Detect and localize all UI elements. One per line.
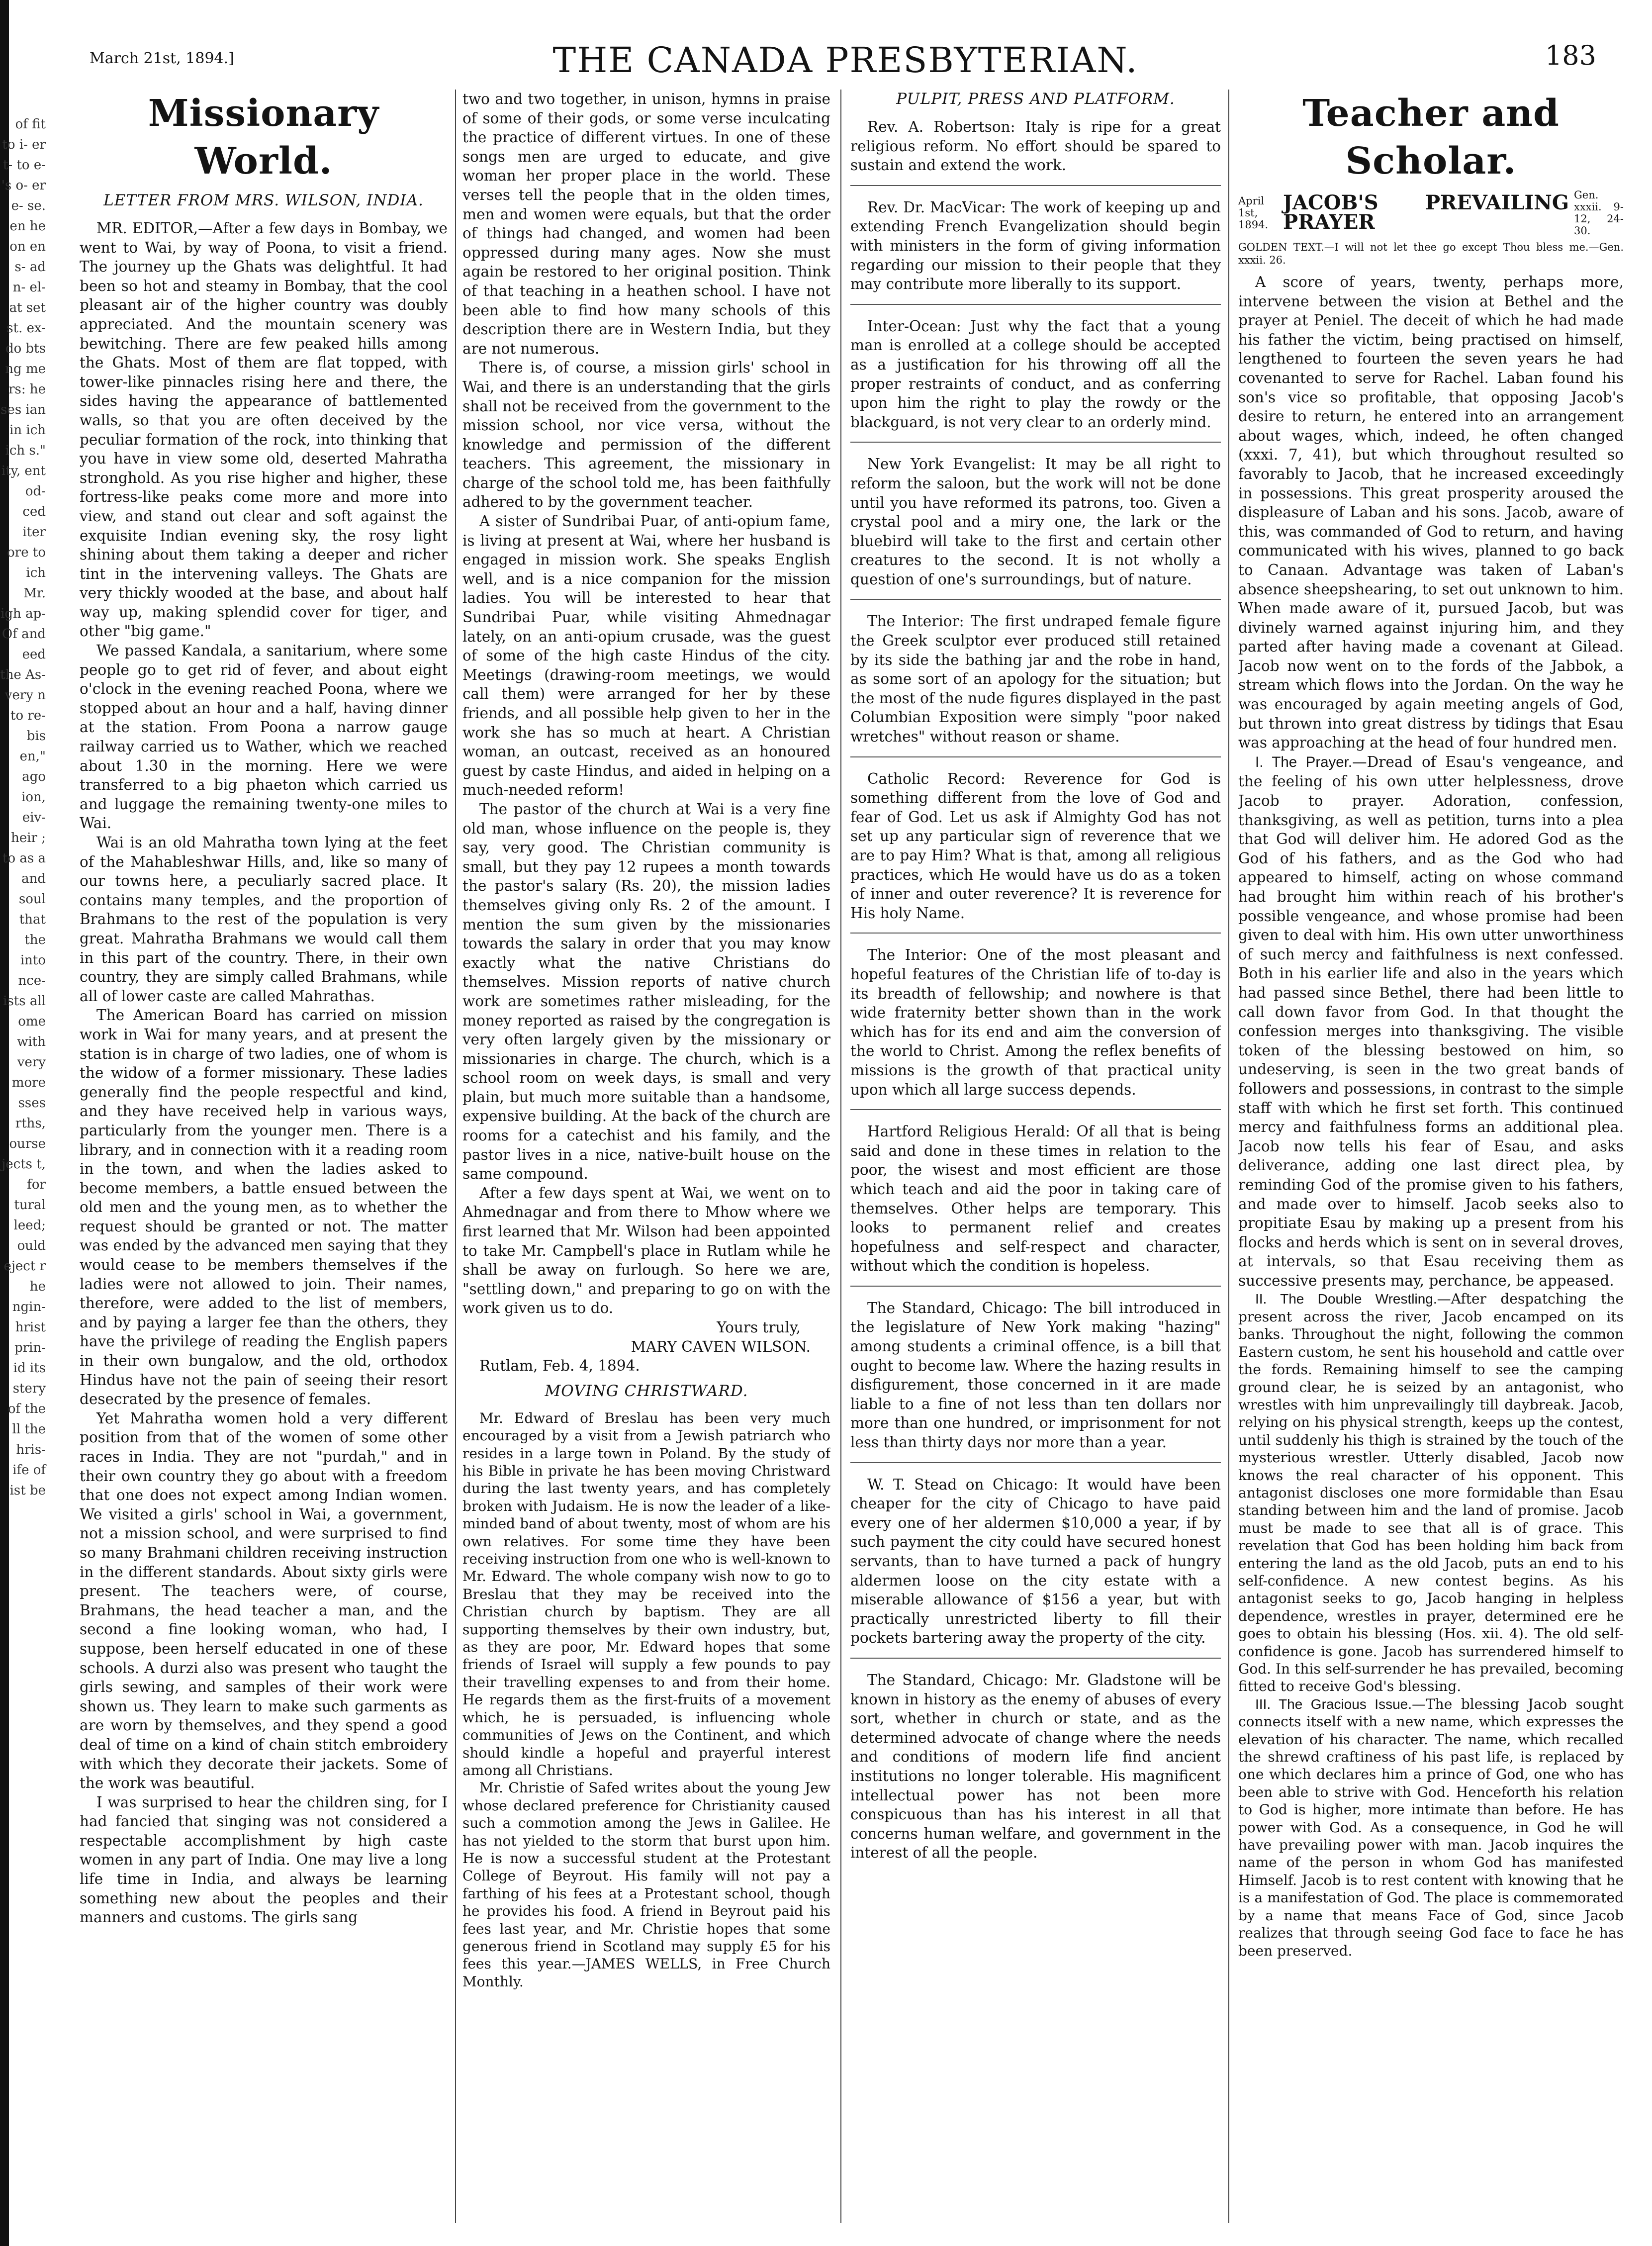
quote-item [850,612,1221,757]
letter-dateline: Rutlam, Feb. 4, 1894. [479,1357,640,1375]
column-rule [455,90,456,2223]
paragraph: two and two together, in unison, hymns in praise of some of their gods, or some verse inculcating the practice of different virtues. In one of these songs men are urged to educate, and give woman her proper place in the world. These verses tell the people that in the olden times, men and women were equals, but that the order of things had changed, and women had been oppressed during many ages. Now she must again be restored to her original position. Think of that teaching in a heathen school. I have not been able to find how many schools of this description there are in Western India, but they are not numerous. [462,91,830,357]
paragraph: MR. EDITOR,—After a few days in Bombay, we went to Wai, by way of Poona, to visit a friend. The journey up the Ghats was delightful. It had been so hot and steamy in Bombay, that the cool pleasant air of the higher country was doubly appreciated. And the mountain scenery was bewitching. There are few peaked hills among the Ghats. Most of them are flat topped, with tower-like pinnacles rising here and there, the sides having the appearance of battlemented walls, so that you are often deceived by the peculiar formation of the rock, into thinking that you have in view some old, deserted Mahratha stronghold. As you rise higher and higher, these fortress-like peaks come more and more into view, and stand out clear and soft against the exquisite Indian evening sky, the rosy light shining about them taking a deeper and richer tint in the intervening valleys. The Ghats are very thickly wooded at the base, and about half way up, making splendid cover for tiger, and other "big game." [80,220,448,640]
section-heading: III. The Gracious Issue. [1255,1696,1412,1712]
letter-closing: Yours truly, [717,1319,801,1336]
paragraph: A score of years, twenty, perhaps more, intervene between the vision at Bethel and the prayer at Peniel. The deceit of which he had made his father the victim, being practised on himself, lengthened to fourteen the seven years he had covenanted to serve for Rachel. Laban found his son's vice so profitable, that opposing Jacob's desire to return, he entered into an arrangement about wages, which, indeed, he often changed (xxxi. 7, 41), but which throughout resulted so favorably to Jacob, that he increased exceedingly in possessions. This great prosperity aroused the displeasure of Laban and his sons. Jacob, aware of this, was commanded of God to return, and having communicated with his wives, planned to go back to Canaan. Advantage was taken of Laban's absence sheepshearing, to set out unknown to him. When made aware of it, pursued Jacob, but was divinely warned against injuring him, and they parted after having made a covenant at Gilead. Jacob now went on to the fords of the Jabbok, a stream which flows into the Jordan. On the way he was encouraged by again meeting angels of God, but thrown into great distress by tidings that Esau was approaching at the head of four hundred men. [1238,274,1624,751]
quote-item [850,198,1221,305]
lesson-section-1 [1238,752,1624,1291]
column-pulpit-press [850,90,1221,2228]
section-text: —The blessing Jacob sought connects itself with a new name, which expresses the elevation of his character. The name, which recalled the shrewd craftiness of his past life, is replaced by one which declares him a prince of God, one who has been able to strive with God. Henceforth his relation to God is higher, more intimate than before. He has power with God. As a consequence, in God he will have prevailing power with man. Jacob inquires the name of the person in whom God has manifested Himself. Jacob is to rest content with knowing that he is a manifestation of God. The place is commemorated by a name that means Face of God, since Jacob realizes that through seeing God face to face he has been preserved. [1238,1695,1624,1959]
paragraph: I was surprised to hear the children sing, for I had fancied that singing was not considered a respectable accomplishment by high caste women in any part of India. One may live a long life time in India, and always be learning something new about the peoples and their manners and customs. The girls sang [80,1793,448,1926]
column-letter-continued [462,90,830,2228]
section-heading: II. The Double Wrestling. [1255,1291,1437,1307]
article-subhead: MOVING CHRISTWARD. [545,1382,748,1400]
lesson-section-2 [1238,1290,1624,1695]
letter-signature: MARY CAVEN WILSON. [631,1338,811,1355]
section-text: —After despatching the present across the river, Jacob encamped on its banks. Throughout the night, following the common Eastern custom, he sent his household and cattle over the fords. Remaining himself to see the camping ground clear, he is seized by an antagonist, who wrestles with him unprevailingly till daybreak. Jacob, relying on his physical strength, keeps up the contest, until suddenly his thigh is strained by the touch of the mysterious wrestler. Utterly disabled, Jacob now knows the real character of his opponent. This antagonist discloses one more formidable than Esau standing between him and the land of promise. Jacob must be made to see that all is of grace. This revelation that God has been holding him back from entering the land as the old Jacob, puts an end to his self-confidence. A new contest begins. As his antagonist seeks to go, Jacob hanging in helpless dependence, wrestles in prayer, determined ere he goes to obtain his blessing (Hos. xii. 4). The old self-confidence is gone. Jacob has surrendered himself to God. In this self-surrender he has prevailed, becoming fitted to receive God's blessing. [1238,1291,1624,1695]
quote-text: Hartford Religious Herald: Of all that is being said and done in these times in relation to the poor, the wisest and most efficient are those which teach and aid the poor in taking care of themselves. Other helps are temporary. This looks to permanent relief and creates hopefulness and self-respect and character, without which the condition is hopeless. [850,1123,1221,1275]
paragraph: The pastor of the church at Wai is a very fine old man, whose influence on the people is, they say, very good. The Christian community is small, but they pay 12 rupees a month towards the pastor's salary (Rs. 20), the mission ladies themselves giving only Rs. 2 of the amount. I mention the sum given by the missionaries towards the salary in order that you may know exactly what the native Christians do themselves. Mission reports of native church work are sometimes rather misleading, for the money reported as raised by the congregation is very often largely given by the missionary or missionaries in charge. The church, which is a school room on week days, is small and very plain, but much more suitable than a handsome, expensive building. At the back of the church are rooms for a catechist and his family, and the pastor lives in a nice, native-built house on the same compound. [462,800,830,1183]
article-subhead: LETTER FROM MRS. WILSON, INDIA. [103,191,424,209]
column-rule [840,90,841,2223]
paragraph: The American Board has carried on mission work in Wai for many years, and at present the station is in charge of two ladies, one of whom is the widow of a former missionary. These ladies generally find the people respectful and kind, and they have received help in various ways, particularly from the younger men. There is a library, and in connection with it a reading room in the town, and when the ladies asked to become members, a battle ensued between the old men and the young men, as to whether the request should be granted or not. The matter was ended by the advanced men saying that they would cease to be members themselves if the ladies were not allowed to join. Their names, therefore, were added to the list of members, and by paying a larger fee than the others, they have the privilege of reading the English papers in their own bungalow, and the old, orthodox Hindus have not the pain of seeing their resort desecrated by the presence of females. [80,1007,448,1408]
lesson-reference: Gen. xxxii. 9-12, 24-30. [1574,189,1624,237]
section-title: PULPIT, PRESS AND PLATFORM. [896,90,1175,108]
quote-text: New York Evangelist: It may be all right to reform the saloon, but the work will not be done until you have reformed its patrons, too. Given a crystal pool and a miry one, the lark or the bluebird will take to the first and certain other creatures to the second. It is not wholly a question of one's surroundings, but of nature. [850,456,1221,588]
quote-item [850,117,1221,186]
lesson-section-3 [1238,1695,1624,1960]
section-heading: I. The Prayer. [1255,753,1353,770]
paragraph: A sister of Sundribai Puar, of anti-opium fame, is living at present at Wai, where her husband is engaged in mission work. She speaks English well, and is a nice companion for the mission ladies. You will be interested to hear that Sundribai Puar, while visiting Ahmednagar lately, on an anti-opium crusade, was the guest of some of the high caste Hindus of the city. Meetings (drawing-room meetings, we would call them) were arranged for her by these friends, and all possible help given to her in the work she has so much at heart. A Christian woman, an outcast, received as an honoured guest by caste Hindus, and aided in helping on a much-needed reform! [462,513,830,799]
quote-item [850,1299,1221,1463]
quote-item [850,1671,1221,1872]
section-title: Missionary World. [148,92,379,183]
quote-text: Catholic Record: Reverence for God is something different from the love of God and fear of God. Let us ask if Almighty God has not set up any particular sign of reverence that we are to pay Him? What is that, among all religious practices, which He would have us do as a token of inner and outer reverence? It is reverence for His holy Name. [850,770,1221,922]
quote-text: The Standard, Chicago: Mr. Gladstone will be known in history as the enemy of abuses of every sort, whether in church or state, and as the determined advocate of change where the needs and conditions of modern life find ancient institutions no longer tolerable. His magnificent intellectual power has not been more conspicuous than has his interest in all that concerns human welfare, and government in the interest of all the people. [850,1671,1221,1862]
column-teacher-scholar [1238,90,1624,2228]
quote-text: Rev. Dr. MacVicar: The work of keeping up and extending French Evangelization should begin with ministers in the form of giving information regarding our mission to their people that they may contribute more liberally to its support. [850,198,1221,293]
paragraph: Yet Mahratha women hold a very different position from that of the women of some other races in India. They are not "purdah," and in their own country they go about with a freedom that one does not expect among Indian women. We visited a girls' school in Wai, a government, not a mission school, and were surprised to find so many Brahmani children receiving instruction in the different standards. About sixty girls were present. The teachers were, of course, Brahmans, the head teacher a man, and the second a fine looking woman, who had, I suppose, been herself educated in one of these schools. A durzi also was present who taught the girls sewing, and samples of their work were shown us. They learn to make such garments as are worn by themselves, and they spend a good deal of time on a kind of chain stitch embroidery with which they decorate their jackets. Some of the work was beautiful. [80,1409,448,1792]
quote-text: Rev. A. Robertson: Italy is ripe for a great religious reform. No effort should be spared to sustain and extend the work. [850,118,1221,174]
newspaper-title: THE CANADA PRESBYTERIAN. [552,40,1138,81]
issue-date: March 21st, 1894.] [90,50,234,67]
section-text: —Dread of Esau's vengeance, and the feeling of his own utter helplessness, drove Jacob to prayer. Adoration, confession, thanksgiving, as well as petition, turns into a plea that God will deliver him. He adored God as the God of his fathers, and as the God who had appeared to himself, acting on whose command had brought him within reach of his brother's possible vengeance, and whose promise had been given to deal with him. His own utter unworthiness of such mercy and faithfulness is next confessed. Both in his earlier life and also in the years which had passed since Bethel, there had been little to call down favor from God. In that thought the confession merges into thanksgiving. The visible token of the blessing bestowed on him, so undeserving, is seen in the two great bands of followers and possessions, in contrast to the simple staff with which he first set forth. This continued mercy and faithfulness forms an additional plea. Jacob now tells his fear of Esau, and asks deliverance, adding one last direct plea, by reminding God of the promise given to his fathers, and made over to himself. Jacob seeks also to propitiate Esau by making up a present from his flocks and herds which is sent on in several droves, at intervals, so that Esau receiving them as successive presents may, perchance, be appeased. [1238,753,1624,1289]
paragraph: There is, of course, a mission girls' school in Wai, and there is an understanding that the girls shall not be received from the government to the mission school, nor vice versa, without the knowledge and permission of the different teachers. This agreement, the missionary in charge of the school told me, has been faithfully adhered to by the government teacher. [462,359,830,511]
paragraph: We passed Kandala, a sanitarium, where some people go to get rid of fever, and about eight o'clock in the evening reached Poona, where we stopped about an hour and a half, having dinner at the station. From Poona a narrow gauge railway carried us to Wather, which we reached about 1.30 in the morning. Here we were transferred to a big phaeton which carried us and luggage the remaining twenty-one miles to Wai. [80,642,448,832]
quote-text: Inter-Ocean: Just why the fact that a young man is enrolled at a college should be accepted as a justification for his throwing off all the proper restraints of conduct, and as conferring upon him the right to play the rowdy or the blackguard, is not very clear to an orderly mind. [850,317,1221,431]
quote-text: The Interior: One of the most pleasant and hopeful features of the Christian life of to-day is its breadth of fellowship; and nowhere is that wide fraternity better shown than in the work which has for its end and aim the conversion of the world to Christ. Among the reflex benefits of missions is the growth of that practical unity upon which all large success depends. [850,946,1221,1098]
quote-text: The Interior: The first undraped female figure the Greek sculptor ever produced still retained by its side the bathing jar and the robe in hand, as some sort of an apology for the situation; but the most of the nude figures displayed in the past Columbian Exposition were simply "poor naked wretches" without reason or shame. [850,613,1221,746]
column-rule [1228,90,1229,2223]
quote-item [850,455,1221,600]
quote-item [850,1475,1221,1659]
lesson-header [1238,189,1624,237]
running-header [65,30,1626,81]
quote-item [850,769,1221,934]
page-number: 183 [1545,40,1596,71]
quote-item [850,1122,1221,1287]
golden-text: GOLDEN TEXT.—I will not let thee go except Thou bless me.—Gen. xxxii. 26. [1238,241,1624,266]
paragraph: After a few days spent at Wai, we went on to Ahmednagar and from there to Mhow where we first learned that Mr. Wilson had been appointed to take Mr. Campbell's place in Rutlam while he shall be away on furlough. So here we are, "settling down," and preparing to go on with the work given us to do. [462,1184,830,1317]
quote-text: W. T. Stead on Chicago: It would have been cheaper for the city of Chicago to have paid every one of her aldermen $10,000 a year, if by such payment the city could have secured honest servants, than to have turned a pack of hungry aldermen loose on the city estate with a miserable allowance of $156 a year, but with practically unrestricted liberty to fill their pockets bartering away the property of the city. [850,1476,1221,1647]
quote-text: The Standard, Chicago: The bill introduced in the legislature of New York making "hazing" among students a criminal offence, is a bill that ought to become law. Where the hazing results in disfigurement, those concerned in it are made liable to a fine of not less than ten dollars nor more than one hundred, or imprisonment for not less than thirty days nor more than a year. [850,1299,1221,1451]
lesson-title: JACOB'S PREVAILING PRAYER [1283,191,1569,234]
column-missionary-world [80,90,448,2228]
lesson-date: April 1st, 1894. [1238,195,1269,231]
paragraph: Mr. Christie of Safed writes about the young Jew whose declared preference for Christianity caused such a commotion among the Jews in Galilee. He has not yielded to the storm that burst upon him. He is now a successful student at the Protestant College of Beyrout. His family will not pay a farthing of his fees at a Protestant school, though he provides his food. A friend in Beyrout paid his fees last year, and Mr. Christie hopes that some generous friend in Scotland may supply £5 for his fees this year.—JAMES WELLS, in Free Church Monthly. [462,1779,830,1990]
adjacent-page-fragments: of fit to i- er t- to e- 's o- er e- se. en he on en s- ad n- el- at set st. ex- do bts ng me rs: he ses ian in ich ich s." ity, ent od- ced iter ore to ich Mr. igh ap- Of and eed the As- very n to re- bis en," ago ion, eiv- heir ; to as a and soul that the into nce- ists all ome with very more sses rths, ourse jects t, for tural leed; ould eject r he ngin- hrist prin- id its stery of the ll the hris- ife of ist be [0,117,46,1498]
paragraph: Wai is an old Mahratha town lying at the feet of the Mahableshwar Hills, and, like so many of our towns here, a peculiarly sacred place. It contains many temples, and the proportion of Brahmans to the rest of the population is very great. Mahratha Brahmans we would call them in this part of the country. There, in their own country, they are simply called Brahmans, while all of lower caste are called Mahrathas. [80,834,448,1005]
quote-item [850,945,1221,1110]
paragraph: Mr. Edward of Breslau has been very much encouraged by a visit from a Jewish patriarch who resides in a large town in Poland. By the study of his Bible in private he has been moving Christward during the last twenty years, and has completely broken with Judaism. He is now the leader of a like-minded band of about twenty, most of whom are his own relatives. For some time they have been receiving instruction from one who is well-known to Mr. Edward. The whole company wish now to go to Breslau that they may be received into the Christian church by baptism. They are all supporting themselves by their own industry, but, as they are poor, Mr. Edward hopes that some friends of Israel will supply a few pounds to pay their travelling expenses to and from their home. He regards them as the first-fruits of a movement which, he is persuaded, is influencing whole communities of Jews on the Continent, and which should kindle a hopeful and prayerful interest among all Christians. [462,1409,830,1778]
quote-item [850,317,1221,443]
section-title: Teacher and Scholar. [1302,92,1560,183]
